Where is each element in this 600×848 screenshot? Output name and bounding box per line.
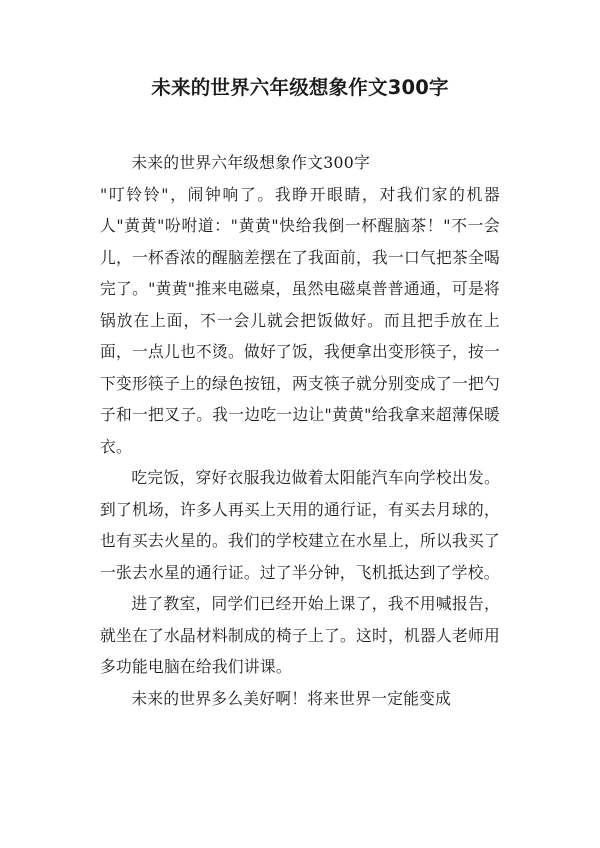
paragraph-2: 吃完饭，穿好衣服我边做着太阳能汽车向学校出发。到了机场，许多人再买上天用的通行证，有买去月球的，也有买去火星的。我们的学校建立在水星上，所以我买了一张去水星的通行证。过了半分钟，飞机抵达到了学校。: [100, 468, 500, 582]
paragraph-1: "叮铃铃"，闹钟响了。我睁开眼睛，对我们家的机器人"黄黄"吩咐道："黄黄"快给我倒一杯醒脑茶！"不一会儿，一杯香浓的醒脑差摆在了我面前，我一口气把茶全喝完了。"黄黄"推来电磁桌，虽然电磁桌普普通通，可是将锅放在上面，不一会儿就会把饭做好。而且把手放在上面，一点儿也不烫。做好了饭，我便拿出变形筷子，按一下变形筷子上的绿色按钮，两支筷子就分别变成了一把勺子和一把叉子。我一边吃一边让"黄黄"给我拿来超薄保暖衣。: [100, 184, 500, 456]
paragraph-3: 进了教室，同学们已经开始上课了，我不用喊报告，就坐在了水晶材料制成的椅子上了。这时，机器人老师用多功能电脑在给我们讲课。: [100, 594, 500, 676]
body-subheading: 未来的世界六年级想象作文300字: [131, 153, 371, 172]
document-title: 未来的世界六年级想象作文300字: [151, 76, 449, 99]
paragraph-4: 未来的世界多么美好啊！将来世界一定能变成: [131, 688, 452, 708]
document-body: [100, 147, 500, 714]
